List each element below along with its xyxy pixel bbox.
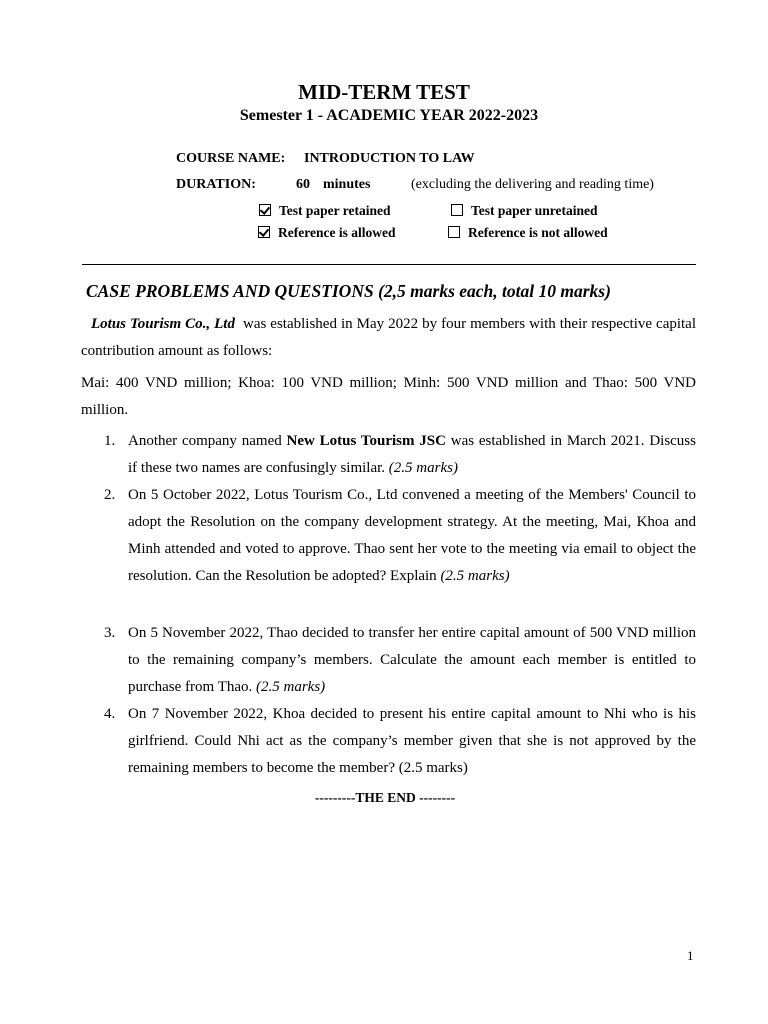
question-number: 2.: [104, 487, 116, 503]
section-heading: CASE PROBLEMS AND QUESTIONS (2,5 marks each, total 10 marks): [86, 281, 611, 301]
question-number: 3.: [104, 625, 116, 641]
option-label: Test paper retained: [279, 203, 391, 218]
duration-label: DURATION:: [176, 177, 256, 192]
company-name-new: New Lotus Tourism JSC: [286, 433, 446, 449]
empty-box-icon: [451, 204, 463, 216]
question-text: Another company named: [128, 433, 287, 449]
page-number: 1: [687, 948, 694, 963]
duration-value: 60: [296, 177, 310, 192]
duration-note: (excluding the delivering and reading time): [411, 177, 654, 192]
option-reference-not-allowed: [448, 225, 608, 241]
option-test-paper-unretained: [451, 203, 598, 219]
marks-label: (2.5 marks): [256, 679, 326, 695]
page-subtitle: Semester 1 - ACADEMIC YEAR 2022-2023: [239, 107, 539, 124]
option-label: Reference is allowed: [278, 225, 396, 240]
question-text: was established in March 2021. Discuss if these two names are confusingly similar.: [128, 433, 696, 476]
question-2: [128, 482, 696, 590]
empty-box-icon: [448, 226, 460, 238]
marks-label: (2.5 marks): [440, 568, 510, 584]
course-name-value: INTRODUCTION TO LAW: [304, 151, 475, 166]
option-label: Test paper unretained: [471, 203, 598, 218]
marks-label: (2.5 marks): [388, 460, 458, 476]
checked-box-icon: [259, 204, 271, 216]
course-name-label: COURSE NAME:: [176, 151, 286, 166]
page-title: MID-TERM TEST: [298, 80, 470, 104]
option-reference-allowed: [258, 225, 395, 241]
the-end-marker: ---------THE END --------: [314, 790, 456, 805]
checked-box-icon: [258, 226, 270, 238]
option-test-paper-retained: [259, 203, 391, 219]
question-1: [128, 428, 696, 482]
question-3: [128, 620, 696, 701]
question-text: On 5 November 2022, Thao decided to transfer her entire capital amount of 500 VND million to the remaining company’s members. Calculate the amount each member is entitled to purchase from Thao.: [128, 625, 696, 695]
question-number: 4.: [104, 706, 116, 722]
duration-unit: minutes: [323, 177, 371, 192]
capital-contributions: Mai: 400 VND million; Khoa: 100 VND million; Minh: 500 VND million and Thao: 500 VND million.: [81, 375, 696, 418]
header-divider: [82, 264, 696, 265]
intro-paragraph: [81, 311, 696, 365]
option-label: Reference is not allowed: [468, 225, 608, 240]
question-number: 1.: [104, 433, 116, 449]
intro-text: was established in May 2022 by four members with their respective capital contribution amount as follows:: [81, 316, 697, 359]
question-text: On 5 October 2022, Lotus Tourism Co., Ltd convened a meeting of the Members' Council to adopt the Resolution on the company development strategy. At the meeting, Mai, Khoa and Minh attended and voted to approve. Thao sent her vote to the meeting via email to object the resolution. Can the Resolution be adopted? Explain: [128, 487, 696, 584]
company-name: Lotus Tourism Co., Ltd: [91, 316, 235, 332]
question-4: On 7 November 2022, Khoa decided to present his entire capital amount to Nhi who is his girlfriend. Could Nhi act as the company’s member given that she is not approved by the remaining members to become the member? (2.5 marks): [128, 706, 696, 776]
